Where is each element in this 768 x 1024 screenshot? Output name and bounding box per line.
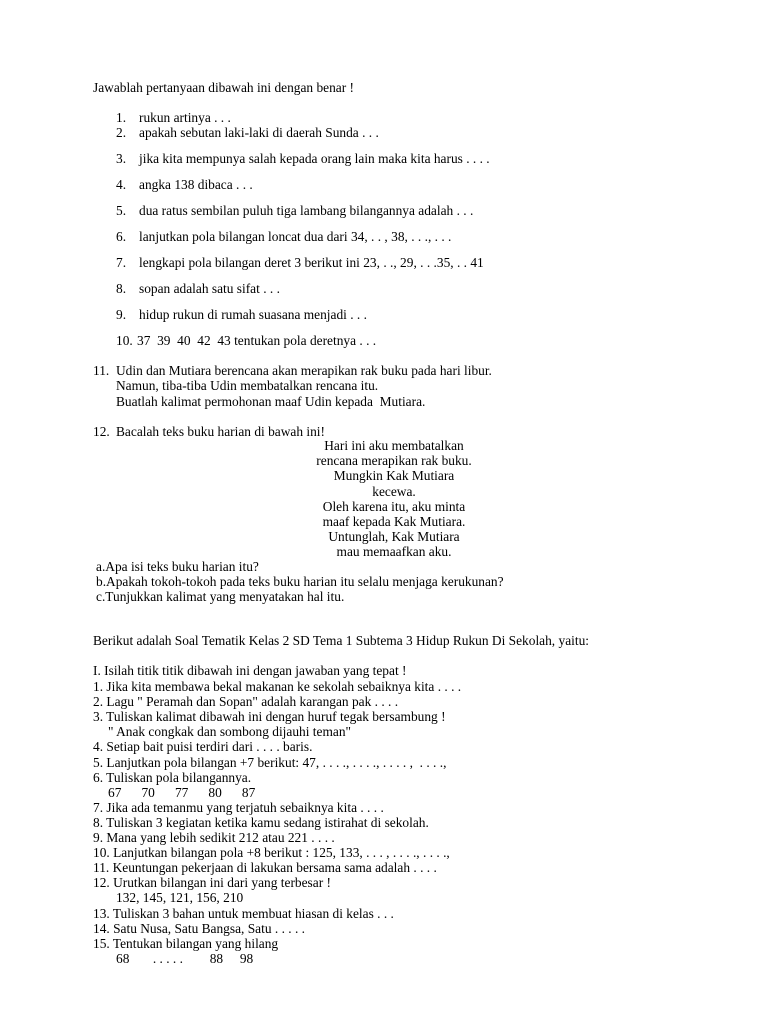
part1-question-text: dua ratus sembilan puluh tiga lambang bilangannya adalah . . . (139, 203, 474, 218)
part2-intro: Berikut adalah Soal Tematik Kelas 2 SD Tema 1 Subtema 3 Hidup Rukun Di Sekolah, yaitu: (93, 633, 589, 648)
part2-question-line: 12. Urutkan bilangan ini dari yang terbesar ! (93, 875, 331, 891)
q11-line: Namun, tiba-tiba Udin membatalkan rencana itu. (116, 378, 379, 393)
part1-question-number: 9. (116, 307, 127, 322)
part1-question-number: 2. (116, 125, 127, 140)
part2-question-line: 5. Lanjutkan pola bilangan +7 berikut: 47, . . . ., . . . ., . . . . , . . . ., (93, 754, 447, 770)
part2-question-line: 67 70 77 80 87 (108, 784, 256, 800)
part1-question-number: 8. (116, 281, 127, 296)
part2-question-line: 1. Jika kita membawa bekal makanan ke sekolah sebaiknya kita . . . . (93, 679, 462, 694)
diary-line: rencana merapikan rak buku. (316, 453, 472, 469)
part1-question-text: angka 138 dibaca . . . (139, 177, 253, 192)
q12-sub-c: c.Tunjukkan kalimat yang menyatakan hal itu. (96, 589, 345, 604)
part1-question-number: 6. (116, 229, 127, 244)
q12-prompt: Bacalah teks buku harian di bawah ini! (116, 424, 325, 439)
part2-question-line: 15. Tentukan bilangan yang hilang (93, 935, 279, 951)
part2-question-line: 7. Jika ada temanmu yang terjatuh sebaiknya kita . . . . (93, 799, 384, 815)
part1-question-number: 3. (116, 151, 127, 166)
diary-line: Oleh karena itu, aku minta (322, 498, 466, 514)
q11-line: Udin dan Mutiara berencana akan merapikan rak buku pada hari libur. (116, 363, 492, 378)
q12-number: 12. (93, 424, 110, 439)
part1-question-text: rukun artinya . . . (139, 110, 231, 125)
part1-question-text: hidup rukun di rumah suasana menjadi . . . (139, 307, 367, 322)
part2-question-line: 6. Tuliskan pola bilangannya. (93, 769, 252, 785)
part1-question-number: 4. (116, 177, 127, 192)
part2-question-line: 3. Tuliskan kalimat dibawah ini dengan huruf tegak bersambung ! (93, 709, 446, 725)
part2-question-line: " Anak congkak dan sombong dijauhi teman" (108, 724, 351, 740)
part1-question-number: 10. (116, 333, 133, 348)
part2-question-line: 14. Satu Nusa, Satu Bangsa, Satu . . . . . (93, 920, 306, 936)
part1-question-text: sopan adalah satu sifat . . . (139, 281, 280, 296)
part1-instruction: Jawablah pertanyaan dibawah ini dengan benar ! (93, 80, 355, 95)
part2-question-line: 11. Keuntungan pekerjaan di lakukan bersama sama adalah . . . . (93, 860, 437, 876)
q12-sub-b: b.Apakah tokoh-tokoh pada teks buku harian itu selalu menjaga kerukunan? (96, 574, 504, 589)
part2-section-heading: I. Isilah titik titik dibawah ini dengan jawaban yang tepat ! (93, 663, 407, 678)
part1-question-number: 5. (116, 203, 127, 218)
diary-line: maaf kepada Kak Mutiara. (322, 514, 466, 529)
diary-line: Hari ini aku membatalkan (324, 438, 464, 453)
part2-question-line: 132, 145, 121, 156, 210 (116, 890, 244, 906)
diary-line: Untunglah, Kak Mutiara (328, 529, 460, 545)
q11-line: Buatlah kalimat permohonan maaf Udin kepada Mutiara. (116, 394, 426, 409)
part2-question-line: 10. Lanjutkan bilangan pola +8 berikut : 125, 133, . . . , . . . ., . . . ., (93, 845, 450, 861)
part2-question-line: 4. Setiap bait puisi terdiri dari . . . . baris. (93, 739, 313, 755)
part2-question-line: 9. Mana yang lebih sedikit 212 atau 221 . . . . (93, 830, 335, 845)
q11-number: 11. (93, 363, 110, 378)
diary-line: Mungkin Kak Mutiara (333, 468, 455, 484)
part2-question-line: 68 . . . . . 88 98 (116, 950, 254, 966)
part1-question-text: lengkapi pola bilangan deret 3 berikut ini 23, . ., 29, . . .35, . . 41 (139, 255, 484, 270)
part2-question-line: 13. Tuliskan 3 bahan untuk membuat hiasan di kelas . . . (93, 905, 394, 921)
part1-question-text: apakah sebutan laki-laki di daerah Sunda . . . (139, 125, 379, 140)
q12-sub-a: a.Apa isi teks buku harian itu? (96, 559, 259, 574)
part1-question-text: jika kita mempunya salah kepada orang lain maka kita harus . . . . (139, 151, 490, 166)
diary-line: mau memaafkan aku. (336, 544, 452, 560)
part1-question-text: lanjutkan pola bilangan loncat dua dari 34, . . , 38, . . ., . . . (139, 229, 452, 244)
diary-line: kecewa. (372, 483, 416, 499)
part1-question-text: 37 39 40 42 43 tentukan pola deretnya . . . (137, 333, 377, 348)
part1-question-number: 1. (116, 110, 127, 125)
part1-question-number: 7. (116, 255, 127, 270)
part2-question-line: 8. Tuliskan 3 kegiatan ketika kamu sedang istirahat di sekolah. (93, 814, 429, 830)
part2-question-line: 2. Lagu " Peramah dan Sopan" adalah karangan pak . . . . (93, 694, 399, 710)
